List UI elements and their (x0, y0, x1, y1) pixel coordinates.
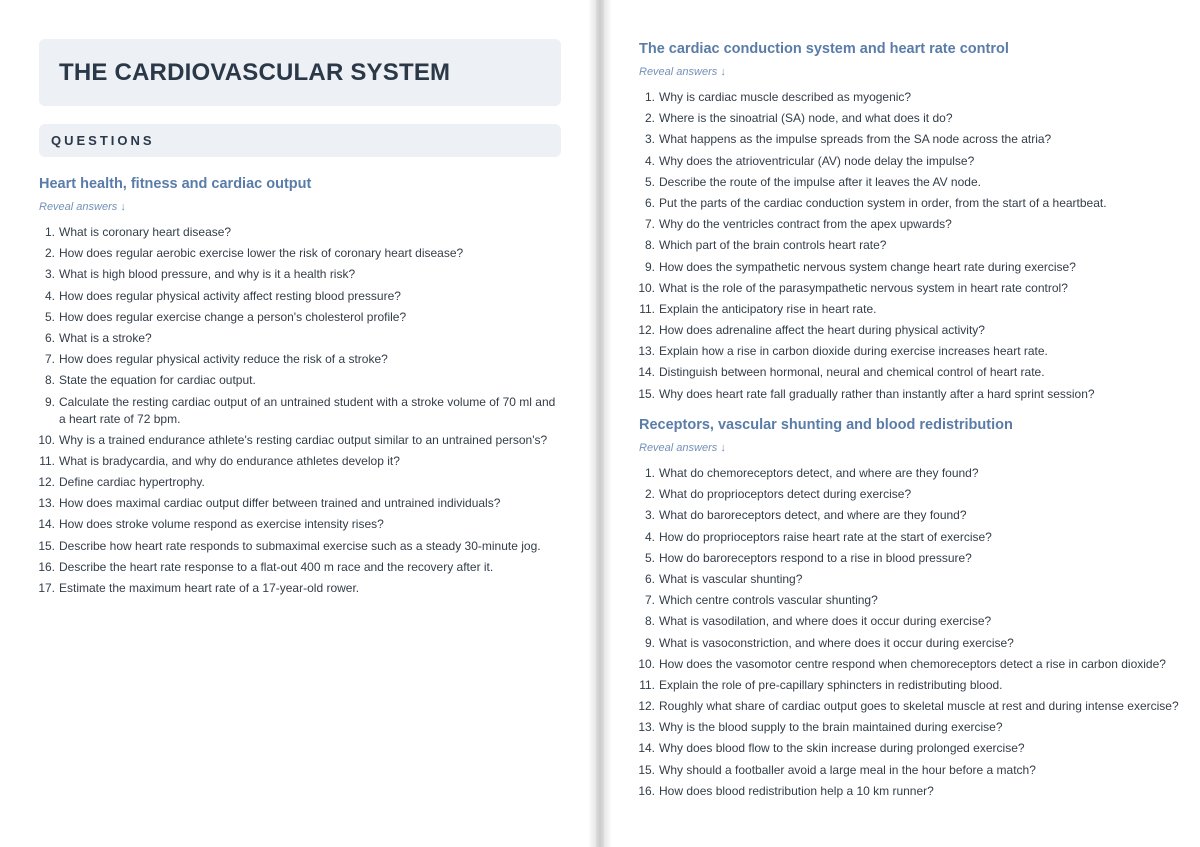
question-number: 2. (644, 487, 655, 502)
question-item (639, 529, 1179, 546)
question-text: What is a stroke? (59, 330, 152, 345)
question-item (639, 364, 1179, 381)
question-list (639, 465, 1179, 800)
question-text: What do baroreceptors detect, and where are they found? (659, 508, 967, 523)
reveal-answers-link[interactable]: Reveal answers ↓ (39, 201, 126, 213)
question-text: How does stroke volume respond as exercise intensity rises? (59, 517, 384, 532)
question-number: 3. (44, 267, 55, 282)
question-text: How does regular physical activity affect resting blood pressure? (59, 288, 401, 303)
question-number: 6. (44, 330, 55, 345)
question-list (639, 89, 1179, 403)
question-number: 5. (644, 174, 655, 189)
question-text: How does blood redistribution help a 10 km runner? (659, 783, 934, 798)
section-heading: The cardiac conduction system and heart rate control (639, 41, 1009, 57)
question-text: What is bradycardia, and why do endurance athletes develop it? (59, 453, 400, 468)
question-number: 10. (638, 280, 655, 295)
question-item (39, 474, 564, 491)
question-text: How does the vasomotor centre respond when chemoreceptors detect a rise in carbon dioxide? (659, 656, 1166, 671)
question-number: 9. (644, 259, 655, 274)
question-text: Describe the route of the impulse after it leaves the AV node. (659, 174, 981, 189)
question-item (39, 372, 564, 389)
question-item (639, 153, 1179, 170)
question-item (639, 301, 1179, 318)
question-number: 10. (638, 656, 655, 671)
question-item (639, 486, 1179, 503)
question-number: 1. (44, 225, 55, 239)
questions-label: QUESTIONS (51, 133, 155, 148)
question-text: What is vasodilation, and where does it occur during exercise? (659, 614, 992, 629)
question-text: Roughly what share of cardiac output goes to skeletal muscle at rest and during intense exercise? (659, 699, 1179, 714)
question-number: 4. (44, 288, 55, 303)
question-item (39, 559, 564, 576)
question-item (639, 656, 1179, 673)
question-text: How do baroreceptors respond to a rise in blood pressure? (659, 550, 972, 565)
question-number: 13. (638, 720, 655, 735)
question-number: 7. (644, 593, 655, 608)
question-text: Put the parts of the cardiac conduction system in order, from the start of a heartbeat. (659, 195, 1107, 210)
question-number: 7. (644, 217, 655, 232)
question-number: 14. (38, 517, 55, 532)
question-number: 14. (638, 365, 655, 380)
question-text: How does regular exercise change a person's cholesterol profile? (59, 309, 407, 324)
question-number: 2. (644, 111, 655, 126)
question-text: Describe how heart rate responds to submaximal exercise such as a steady 30-minute jog. (59, 538, 541, 553)
question-text: Estimate the maximum heart rate of a 17-year-old rower. (59, 581, 360, 595)
page-title: THE CARDIOVASCULAR SYSTEM (59, 58, 451, 86)
question-number: 9. (44, 394, 55, 409)
question-item (39, 224, 564, 241)
question-text: Where is the sinoatrial (SA) node, and what does it do? (659, 111, 953, 126)
question-number: 16. (38, 559, 55, 574)
question-text: What happens as the impulse spreads from the SA node across the atria? (659, 132, 1052, 147)
question-number: 5. (44, 309, 55, 324)
question-text: Why does the atrioventricular (AV) node delay the impulse? (659, 153, 975, 168)
question-item (39, 245, 564, 262)
question-item (639, 110, 1179, 127)
question-text: What do proprioceptors detect during exercise? (659, 487, 912, 502)
question-text: Which part of the brain controls heart rate? (659, 238, 887, 253)
question-item (639, 216, 1179, 233)
question-text: What is the role of the parasympathetic nervous system in heart rate control? (659, 280, 1068, 295)
question-item (39, 495, 564, 512)
question-item (639, 322, 1179, 339)
question-text: Explain the role of pre-capillary sphincters in redistributing blood. (659, 677, 1003, 692)
question-item (639, 174, 1179, 191)
question-number: 15. (638, 386, 655, 401)
question-text: How do proprioceptors raise heart rate at the start of exercise? (659, 529, 992, 544)
question-text: Why do the ventricles contract from the apex upwards? (659, 217, 952, 232)
question-item (39, 266, 564, 283)
question-item (639, 762, 1179, 779)
question-text: How does adrenaline affect the heart during physical activity? (659, 323, 985, 338)
question-text: Describe the heart rate response to a flat-out 400 m race and the recovery after it. (59, 559, 494, 574)
questions-banner (39, 124, 561, 157)
question-number: 10. (38, 432, 55, 447)
question-text: Which centre controls vascular shunting? (659, 593, 878, 608)
question-number: 7. (44, 352, 55, 367)
question-number: 8. (44, 373, 55, 388)
question-text: Why does blood flow to the skin increase during prolonged exercise? (659, 741, 1025, 756)
section-receptors-shunting (639, 416, 1179, 804)
question-item (639, 677, 1179, 694)
question-number: 11. (639, 677, 655, 692)
question-item (39, 309, 564, 326)
question-number: 11. (639, 301, 655, 316)
question-item (639, 195, 1179, 212)
question-text: Calculate the resting cardiac output of an untrained student with a stroke volume of 70 ml and a heart rate of 72 bpm. (59, 394, 556, 426)
question-text: Explain the anticipatory rise in heart rate. (659, 301, 877, 316)
question-number: 14. (638, 741, 655, 756)
question-number: 1. (644, 90, 655, 104)
question-item (639, 613, 1179, 630)
question-text: What is coronary heart disease? (59, 225, 232, 239)
section-heading: Heart health, fitness and cardiac output (39, 176, 312, 192)
question-item (639, 783, 1179, 800)
question-item (39, 580, 564, 597)
question-item (639, 592, 1179, 609)
question-text: Explain how a rise in carbon dioxide during exercise increases heart rate. (659, 344, 1048, 359)
question-text: What is high blood pressure, and why is it a health risk? (59, 267, 356, 282)
question-number: 8. (644, 238, 655, 253)
question-number: 6. (644, 195, 655, 210)
question-number: 4. (644, 153, 655, 168)
question-item (39, 288, 564, 305)
question-item (639, 635, 1179, 652)
question-number: 13. (38, 496, 55, 511)
question-text: Why should a footballer avoid a large meal in the hour before a match? (659, 762, 1036, 777)
question-number: 3. (644, 132, 655, 147)
question-number: 15. (38, 538, 55, 553)
question-number: 12. (638, 699, 655, 714)
question-number: 12. (38, 475, 55, 490)
section-conduction-system (639, 40, 1179, 407)
question-item (39, 516, 564, 533)
section-heart-health (39, 175, 564, 601)
question-text: How does maximal cardiac output differ between trained and untrained individuals? (59, 496, 501, 511)
question-number: 2. (44, 246, 55, 261)
question-item (39, 538, 564, 555)
question-item (639, 550, 1179, 567)
question-item (39, 351, 564, 368)
question-text: Why does heart rate fall gradually rather than instantly after a hard sprint session? (659, 386, 1095, 401)
question-number: 8. (644, 614, 655, 629)
question-number: 16. (638, 783, 655, 798)
question-number: 4. (644, 529, 655, 544)
page-gutter (588, 0, 612, 847)
question-text: Why is the blood supply to the brain maintained during exercise? (659, 720, 1003, 735)
question-item (639, 719, 1179, 736)
question-text: What is vascular shunting? (659, 571, 803, 586)
reveal-answers-link[interactable]: Reveal answers ↓ (639, 66, 726, 78)
question-number: 17. (38, 581, 55, 595)
question-number: 13. (638, 344, 655, 359)
question-item (639, 740, 1179, 757)
question-number: 15. (638, 762, 655, 777)
question-item (639, 507, 1179, 524)
question-item (639, 89, 1179, 106)
question-list (39, 224, 564, 597)
question-text: How does regular aerobic exercise lower the risk of coronary heart disease? (59, 246, 464, 261)
question-text: How does the sympathetic nervous system change heart rate during exercise? (659, 259, 1076, 274)
question-text: How does regular physical activity reduce the risk of a stroke? (59, 352, 388, 367)
question-text: What is vasoconstriction, and where does it occur during exercise? (659, 635, 1014, 650)
question-item (639, 280, 1179, 297)
question-item (639, 386, 1179, 403)
question-text: State the equation for cardiac output. (59, 373, 256, 388)
reveal-answers-link[interactable]: Reveal answers ↓ (639, 442, 726, 454)
question-item (39, 453, 564, 470)
question-item (639, 698, 1179, 715)
question-text: What do chemoreceptors detect, and where are they found? (659, 466, 979, 480)
question-item (39, 432, 564, 449)
question-text: Define cardiac hypertrophy. (59, 475, 205, 490)
question-number: 3. (644, 508, 655, 523)
question-item (639, 343, 1179, 360)
question-item (639, 465, 1179, 482)
question-item (639, 131, 1179, 148)
title-banner (39, 39, 561, 106)
question-text: Why is a trained endurance athlete's resting cardiac output similar to an untrained person's? (59, 432, 548, 447)
question-item (39, 330, 564, 347)
question-number: 12. (638, 323, 655, 338)
question-number: 6. (644, 571, 655, 586)
question-number: 9. (644, 635, 655, 650)
question-text: Distinguish between hormonal, neural and chemical control of heart rate. (659, 365, 1045, 380)
question-item (639, 259, 1179, 276)
question-item (639, 237, 1179, 254)
question-number: 5. (644, 550, 655, 565)
section-heading: Receptors, vascular shunting and blood redistribution (639, 417, 1013, 433)
question-item (39, 394, 564, 428)
question-text: Why is cardiac muscle described as myogenic? (659, 90, 912, 104)
question-number: 1. (644, 466, 655, 480)
question-number: 11. (39, 453, 55, 468)
question-item (639, 571, 1179, 588)
